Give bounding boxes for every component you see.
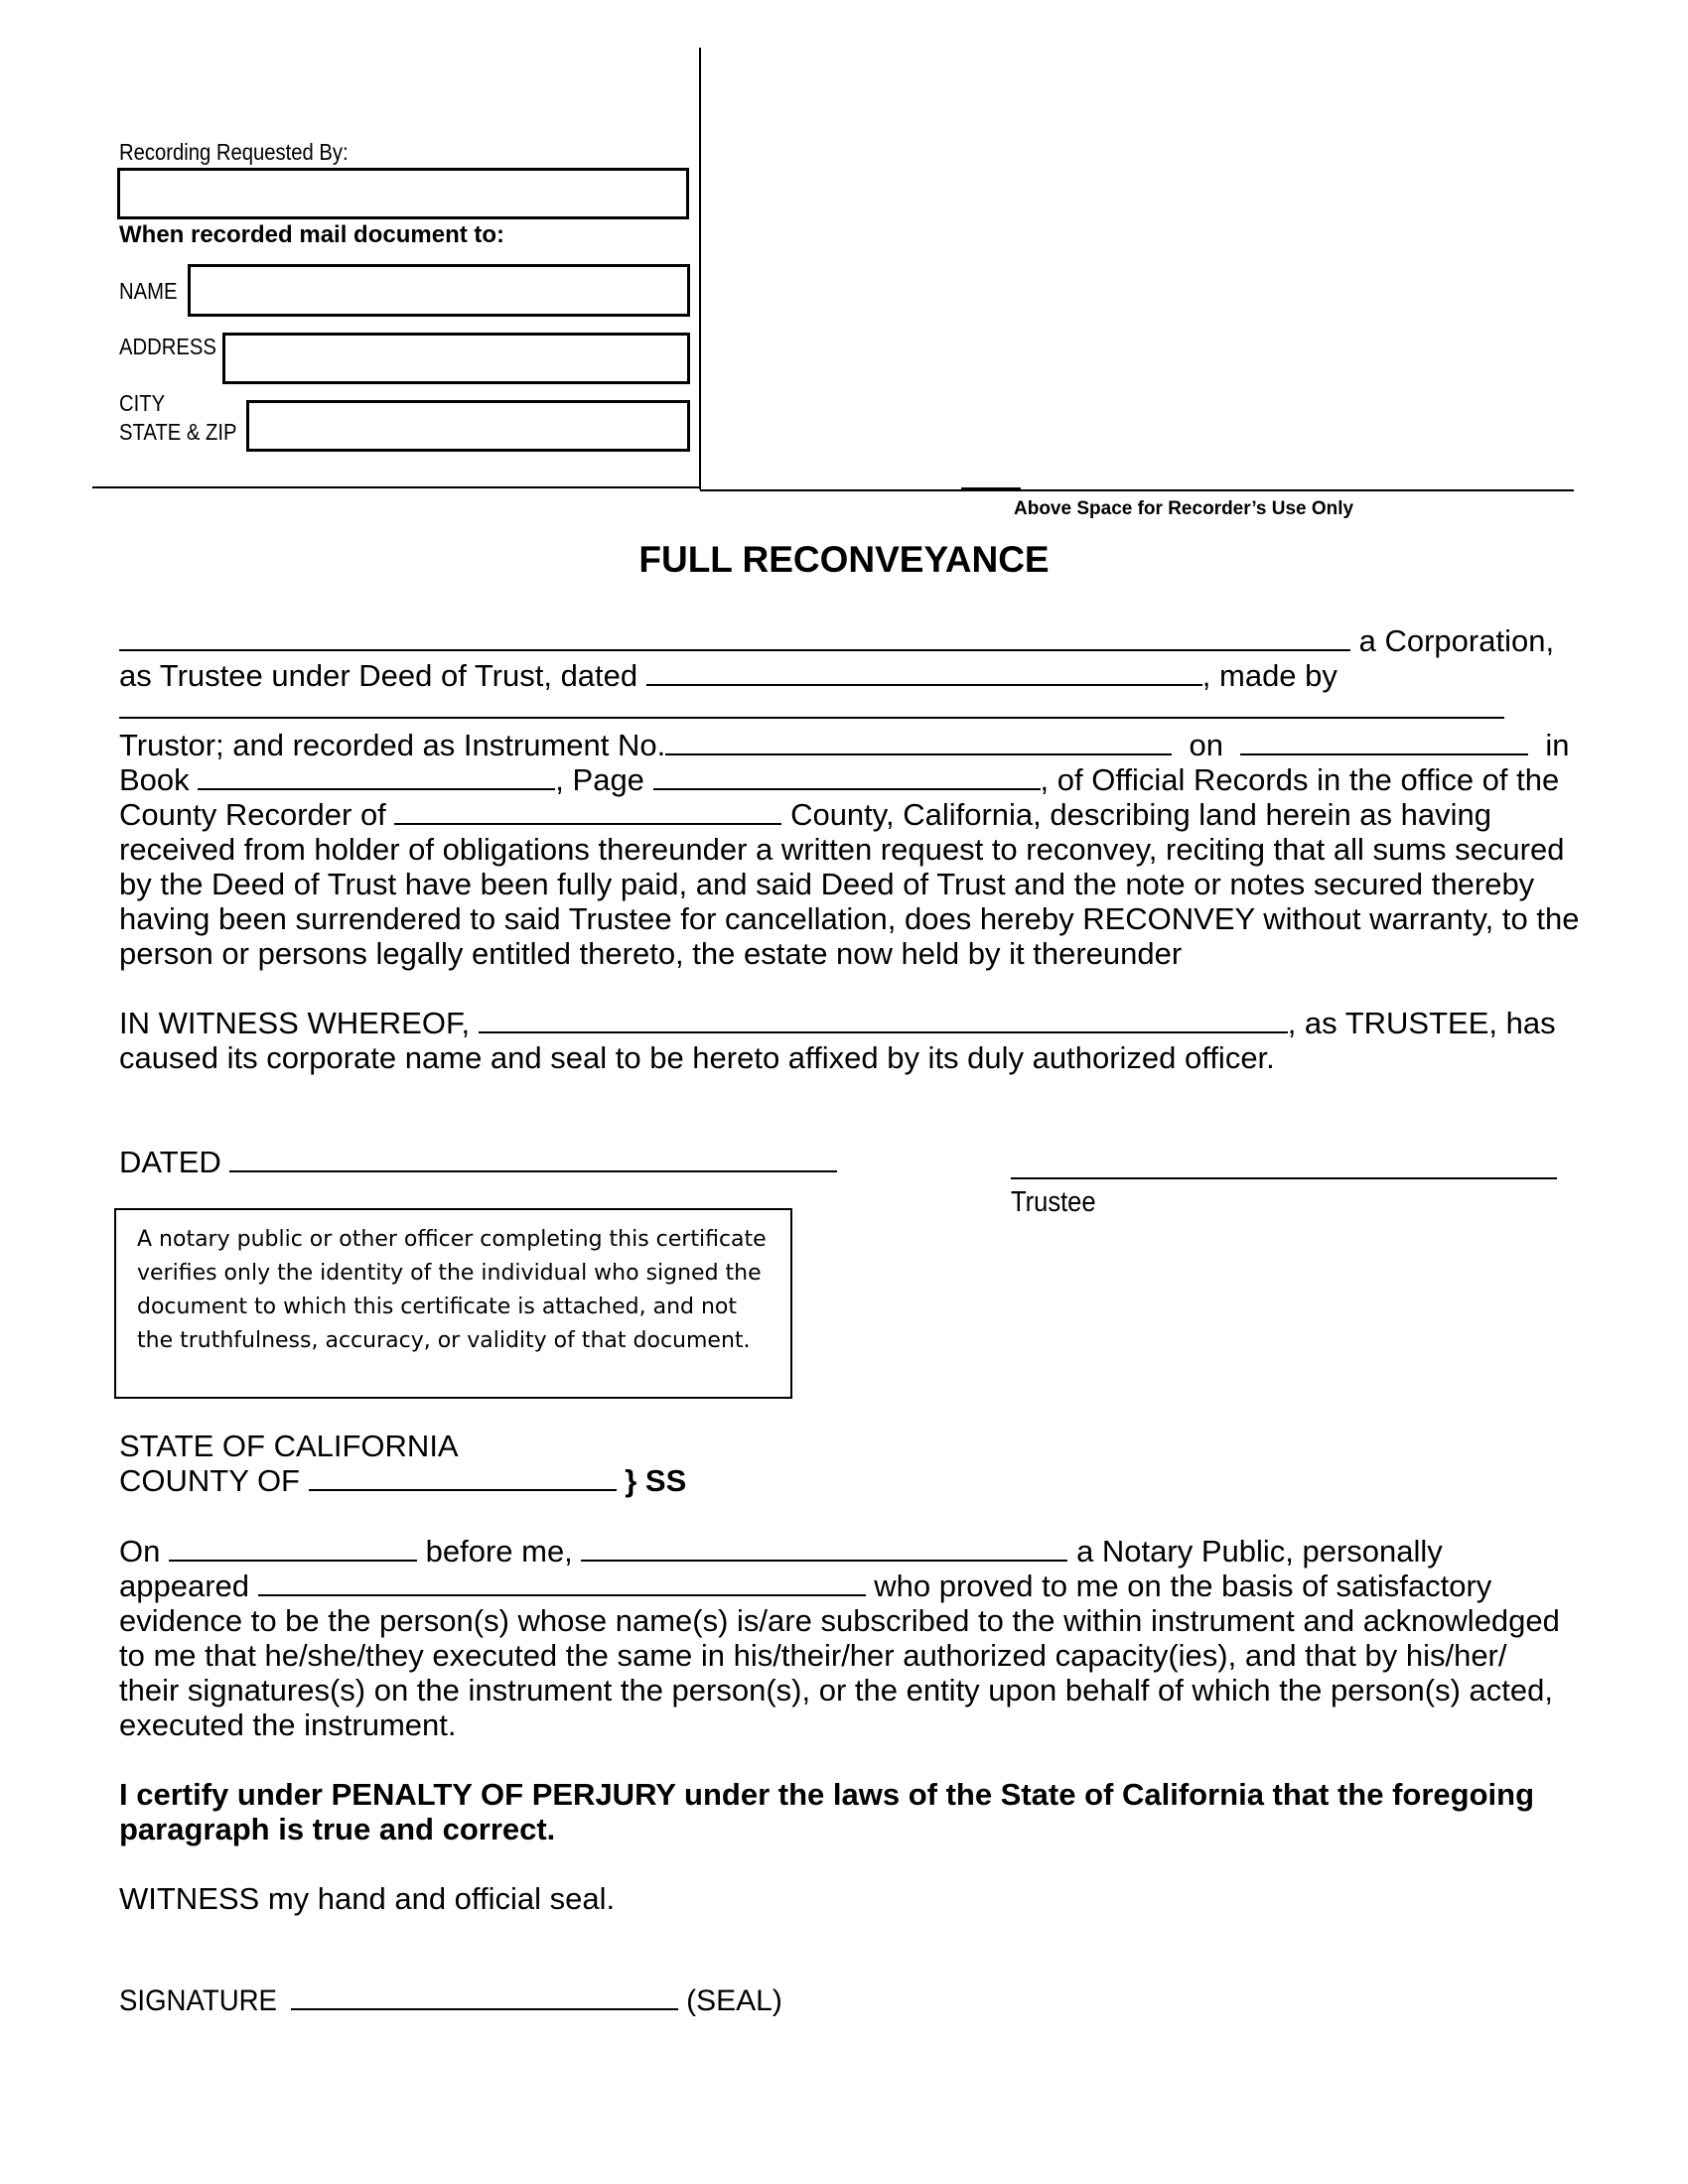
recorder-divider-horizontal-right bbox=[700, 489, 1574, 491]
perjury-line-2: paragraph is true and correct. bbox=[119, 1812, 556, 1846]
signature-label: SIGNATURE bbox=[119, 1984, 277, 2017]
trustee-label: Trustee bbox=[1011, 1186, 1096, 1218]
official-records-text: , of Official Records in the office of the bbox=[1040, 762, 1560, 797]
signature-line bbox=[119, 1982, 782, 2018]
witness-seal-text: WITNESS my hand and official seal. bbox=[119, 1881, 616, 1916]
county-recorder-text: County Recorder of bbox=[119, 797, 386, 832]
notary-name-blank[interactable] bbox=[581, 1534, 1067, 1562]
perjury-text-b: PENALTY OF PERJURY bbox=[331, 1777, 676, 1812]
ss-label: } SS bbox=[625, 1463, 687, 1498]
reconveyance-body-line: received from holder of obligations thereunder a written request to reconvey, reciting that all sums secured bbox=[119, 832, 1565, 867]
reconveyance-body-line: by the Deed of Trust have been fully paid, and said Deed of Trust and the note or notes secured thereby bbox=[119, 867, 1535, 901]
ack-body-line: to me that he/she/they executed the same in his/their/her authorized capacity(ies), and that by his/her/ bbox=[119, 1638, 1507, 1673]
address-field[interactable] bbox=[222, 333, 690, 384]
state-of-california: STATE OF CALIFORNIA bbox=[119, 1429, 459, 1463]
on-text: on bbox=[1189, 728, 1223, 762]
name-field[interactable] bbox=[188, 264, 690, 317]
mail-to-label: When recorded mail document to: bbox=[119, 221, 505, 248]
recorder-tick-left bbox=[248, 486, 308, 488]
trustee-under-text: as Trustee under Deed of Trust, dated bbox=[119, 658, 638, 693]
ack-on-text: On bbox=[119, 1534, 161, 1569]
deed-date-blank[interactable] bbox=[646, 658, 1202, 686]
in-text: in bbox=[1545, 728, 1570, 762]
name-label: NAME bbox=[119, 278, 178, 304]
county-of-line bbox=[119, 1463, 686, 1498]
county-california-text: County, California, describing land herein as having bbox=[790, 797, 1492, 832]
in-witness-text: IN WITNESS WHEREOF, bbox=[119, 1006, 471, 1040]
book-blank[interactable] bbox=[198, 762, 555, 790]
reconveyance-body-line: having been surrendered to said Trustee for cancellation, does hereby RECONVEY without warranty, to the bbox=[119, 901, 1580, 936]
perjury-line-1 bbox=[119, 1777, 1534, 1812]
trustee-signature-line[interactable] bbox=[1011, 1177, 1557, 1179]
ack-date-blank[interactable] bbox=[169, 1534, 417, 1562]
address-label: ADDRESS bbox=[119, 334, 216, 359]
signature-blank[interactable] bbox=[291, 1982, 678, 2010]
recorder-use-note: Above Space for Recorder’s Use Only bbox=[1014, 498, 1354, 519]
recorded-date-blank[interactable] bbox=[1240, 728, 1528, 755]
state-zip-label: STATE & ZIP bbox=[119, 419, 237, 445]
trustee-corporation-blank[interactable] bbox=[119, 623, 1350, 651]
venue-county-blank[interactable] bbox=[309, 1463, 617, 1491]
county-blank[interactable] bbox=[394, 797, 781, 825]
recording-requested-by-label: Recording Requested By: bbox=[119, 139, 349, 165]
page-blank[interactable] bbox=[653, 762, 1041, 790]
witness-line-2: caused its corporate name and seal to be hereto affixed by its duly authorized officer. bbox=[119, 1040, 1275, 1075]
perjury-text-c: under the laws of the State of California that the foregoing bbox=[675, 1777, 1535, 1812]
corporation-text: a Corporation, bbox=[1358, 623, 1555, 658]
dated-blank[interactable] bbox=[229, 1145, 837, 1172]
trustee-name-blank[interactable] bbox=[479, 1006, 1288, 1033]
instrument-number-blank[interactable] bbox=[665, 728, 1172, 755]
notary-public-text: a Notary Public, personally bbox=[1076, 1534, 1443, 1569]
recording-requested-by-field[interactable] bbox=[117, 168, 689, 219]
reconveyance-line-1 bbox=[119, 623, 1554, 658]
dated-label: DATED bbox=[119, 1145, 221, 1179]
document-title: FULL RECONVEYANCE bbox=[638, 539, 1050, 580]
book-text: Book bbox=[119, 762, 190, 797]
ack-line-1 bbox=[119, 1534, 1443, 1569]
ack-body-line: executed the instrument. bbox=[119, 1707, 457, 1742]
witness-line-1 bbox=[119, 1006, 1556, 1040]
recorder-tick-right bbox=[961, 487, 1021, 489]
appeared-text: appeared bbox=[119, 1569, 250, 1603]
reconveyance-line-6 bbox=[119, 797, 1491, 832]
recorder-divider-horizontal-left bbox=[92, 486, 700, 488]
before-me-text: before me, bbox=[425, 1534, 573, 1569]
dated-line bbox=[119, 1145, 837, 1179]
reconveyance-body-line: person or persons legally entitled thereto, the estate now held by it thereunder bbox=[119, 936, 1183, 971]
notary-notice-text: A notary public or other officer completing this certificate verifies only the identity of the individual who signed the document to which this certificate is attached, and not the truthfulness, accuracy, or validity of that document. bbox=[137, 1227, 767, 1353]
ack-body-line: evidence to be the person(s) whose name(s) is/are subscribed to the within instrument and acknowledged bbox=[119, 1603, 1560, 1638]
made-by-text: , made by bbox=[1201, 658, 1337, 693]
as-trustee-text: , as TRUSTEE, has bbox=[1287, 1006, 1556, 1040]
city-label: CITY bbox=[119, 390, 166, 416]
trustor-recorded-text: Trustor; and recorded as Instrument No. bbox=[119, 728, 666, 762]
seal-label: (SEAL) bbox=[686, 1984, 782, 2017]
proved-text: who proved to me on the basis of satisfactory bbox=[874, 1569, 1492, 1603]
reconveyance-line-5 bbox=[119, 762, 1559, 797]
reconveyance-line-2 bbox=[119, 658, 1337, 693]
trustor-name-blank[interactable] bbox=[119, 717, 1504, 719]
perjury-text-a: I certify under bbox=[119, 1777, 332, 1812]
reconveyance-line-4 bbox=[119, 728, 1570, 762]
ack-body-line: their signatures(s) on the instrument the person(s), or the entity upon behalf of which the person(s) acted, bbox=[119, 1673, 1553, 1707]
recorder-divider-vertical bbox=[699, 48, 701, 489]
notary-notice-box bbox=[114, 1208, 792, 1399]
county-of-label: COUNTY OF bbox=[119, 1463, 300, 1498]
city-state-zip-field[interactable] bbox=[246, 400, 690, 452]
appeared-name-blank[interactable] bbox=[258, 1569, 866, 1596]
page-text: , Page bbox=[555, 762, 644, 797]
ack-line-2 bbox=[119, 1569, 1491, 1603]
